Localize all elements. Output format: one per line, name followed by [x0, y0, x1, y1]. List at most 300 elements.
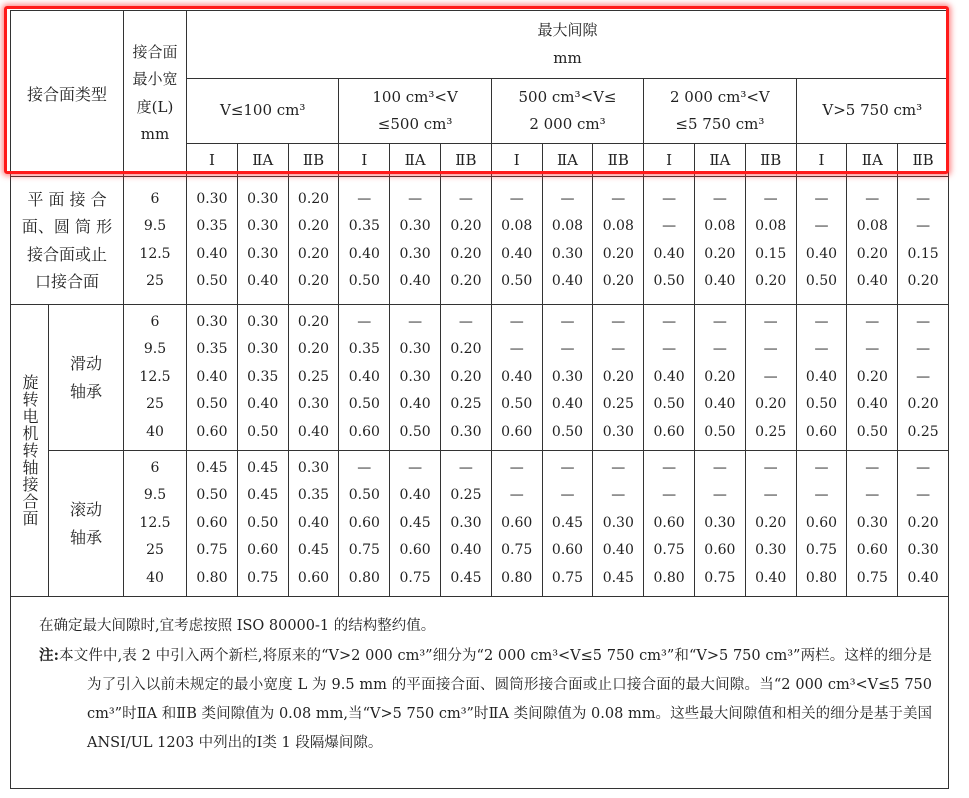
- gap-value-column: [288, 305, 339, 451]
- gap-value: [695, 455, 745, 593]
- gap-value-line: 0.20: [450, 341, 482, 358]
- gap-value-column: [644, 305, 695, 451]
- gap-value-line: 0.35: [196, 218, 228, 234]
- gap-value-line: —: [560, 190, 575, 207]
- gap-value-line: 0.30: [399, 368, 431, 385]
- gap-value-line: 0.35: [196, 341, 228, 358]
- gap-value-line: 0.20: [297, 313, 330, 330]
- min-width-values: [124, 451, 187, 597]
- gap-value: [746, 455, 796, 593]
- gap-value-column: [237, 177, 288, 305]
- gap-value-line: —: [814, 459, 829, 476]
- subclass-header: ⅡA: [237, 144, 288, 177]
- gap-value-line: —: [509, 487, 524, 504]
- joint-type-header: [11, 11, 124, 177]
- flat-joint-label-line-line: 接合面或止: [27, 244, 108, 264]
- gap-value-line: 0.20: [450, 368, 482, 385]
- gap-value-line: —: [662, 218, 677, 234]
- gap-value-line: —: [408, 313, 423, 330]
- gap-value-line: —: [509, 341, 524, 358]
- gap-value-line: —: [560, 313, 575, 330]
- gap-value-line: 0.75: [653, 542, 685, 559]
- gap-value-line: 0.25: [755, 423, 787, 440]
- max-gap-table: [10, 10, 949, 597]
- gap-value-column: [847, 305, 898, 451]
- gap-value-line: —: [712, 190, 727, 207]
- gap-value-line: —: [916, 190, 931, 207]
- gap-value-line: 0.30: [450, 423, 482, 440]
- sliding-bearing-line-line: 滑动: [70, 354, 103, 373]
- gap-value-column: [187, 177, 238, 305]
- gap-value: [898, 455, 948, 593]
- gap-value-line: —: [712, 341, 727, 358]
- gap-value-line: —: [916, 459, 931, 476]
- gap-value-line: 0.30: [755, 542, 787, 559]
- gap-value: [593, 309, 643, 447]
- subclass-header: ⅡB: [898, 144, 949, 177]
- subclass-header: Ⅰ: [644, 144, 695, 177]
- gap-value-line: —: [357, 459, 372, 476]
- gap-value-line: —: [509, 459, 524, 476]
- gap-value: [238, 186, 288, 296]
- volume-group-label-line: ≤5 750 cm³: [675, 115, 765, 133]
- gap-value-line: 0.75: [501, 542, 533, 559]
- gap-value-line: 0.50: [805, 273, 838, 289]
- gap-value-line: 0.40: [602, 542, 634, 559]
- note-text: 本文件中,表 2 中引入两个新栏,将原来的“V>2 000 cm³”细分为“2 000 cm³<V≤5 750 cm³”和“V>5 750 cm³”两栏。这样的细分是为了引入以前未规定的最小宽度 L 为 9.5 mm 的平面接合面、圆筒形接合面或止口接合面的最大间隙。当“2 000 cm³<V≤5 750 cm³”时ⅡA 和ⅡB 类间隙值为 0.08 mm,当“V>5 750 cm³”时ⅡA 类间隙值为 0.08 mm。这些最大间隙值和相关的细分是基于美国 ANSI/UL 1203 中列出的Ⅰ类 1 段隔爆间隙。: [58, 648, 933, 751]
- gap-value-line: 0.75: [399, 569, 431, 586]
- gap-value-line: 0.60: [856, 542, 888, 559]
- gap-value-line: 0.20: [907, 273, 939, 289]
- gap-value-line: 0.80: [501, 569, 533, 586]
- gap-value-line: 0.50: [399, 423, 431, 440]
- note-label: 注:: [39, 647, 59, 664]
- gap-value-line: 0.50: [348, 487, 380, 504]
- volume-group-label-line: V>5 750 cm³: [822, 101, 923, 120]
- gap-value: [238, 309, 288, 447]
- joint-type-label: 接合面类型: [27, 85, 108, 104]
- gap-value-line: 0.50: [551, 423, 584, 440]
- volume-group-header: [491, 79, 643, 144]
- gap-value-line: 0.15: [755, 245, 787, 262]
- gap-value-line: 0.60: [653, 514, 685, 531]
- gap-value: [390, 186, 440, 296]
- gap-value-line: 0.50: [348, 396, 380, 413]
- gap-value-line: —: [662, 459, 677, 476]
- gap-value-column: [491, 177, 542, 305]
- gap-value-line: —: [865, 190, 880, 207]
- gap-value-line: 0.30: [399, 341, 431, 358]
- rolling-bearing-label: [49, 451, 124, 597]
- gap-value-line: 0.50: [247, 423, 279, 440]
- gap-value-line: —: [357, 190, 372, 207]
- gap-value: [898, 309, 948, 447]
- gap-value-line: 0.35: [348, 341, 380, 358]
- gap-value-line: 0.35: [247, 368, 279, 385]
- gap-value-line: 0.80: [348, 569, 380, 586]
- gap-value-line: 0.30: [399, 218, 431, 234]
- gap-value: [898, 186, 948, 296]
- width-value: [124, 455, 186, 593]
- gap-value: [187, 309, 237, 447]
- volume-group-label: [187, 97, 338, 125]
- gap-value-line: 0.50: [653, 396, 685, 413]
- volume-group-label-line: 2 000 cm³<V: [670, 87, 770, 106]
- min-width-label-line: 度(L): [136, 97, 174, 116]
- gap-value-line: 0.30: [247, 190, 279, 207]
- gap-value-line: —: [814, 487, 829, 504]
- subclass-header: ⅡA: [390, 144, 441, 177]
- gap-value-line: —: [560, 459, 575, 476]
- gap-value-line: 0.40: [551, 273, 584, 289]
- gap-value: [187, 186, 237, 296]
- gap-value-line: 0.40: [196, 245, 228, 262]
- gap-value-line: —: [712, 487, 727, 504]
- gap-value-line: —: [763, 487, 778, 504]
- gap-value-line: —: [763, 341, 778, 358]
- gap-value-column: [796, 305, 847, 451]
- gap-value-line: 0.20: [856, 368, 888, 385]
- volume-group-label-line: 100 cm³<V: [372, 87, 458, 106]
- gap-value-line: —: [458, 313, 473, 330]
- max-gap-unit: mm: [553, 48, 582, 67]
- width-value-line: 40: [146, 423, 164, 440]
- gap-value: [847, 309, 897, 447]
- width-value-line: 6: [150, 313, 160, 330]
- gap-value-line: 0.20: [856, 245, 888, 262]
- gap-value-line: 0.60: [196, 514, 228, 531]
- gap-value-column: [491, 305, 542, 451]
- gap-value: [441, 309, 491, 447]
- gap-value: [543, 309, 593, 447]
- gap-value-line: 0.20: [297, 218, 330, 234]
- gap-value-line: 0.60: [805, 514, 838, 531]
- gap-value-line: —: [662, 487, 677, 504]
- gap-value-line: 0.50: [501, 273, 533, 289]
- gap-value-column: [390, 451, 441, 597]
- gap-value-line: 0.40: [653, 368, 685, 385]
- min-width-label: [124, 39, 186, 149]
- gap-value-column: [288, 177, 339, 305]
- gap-value-line: 0.50: [196, 273, 228, 289]
- gap-value-line: —: [916, 218, 931, 234]
- gap-value-line: 0.30: [602, 423, 634, 440]
- gap-value: [797, 309, 847, 447]
- gap-value-line: 0.75: [805, 542, 838, 559]
- gap-value-line: 0.08: [704, 218, 736, 234]
- volume-group-label: [339, 84, 490, 139]
- gap-value-line: 0.08: [856, 218, 888, 234]
- gap-value-line: —: [814, 190, 829, 207]
- min-width-values: [124, 177, 187, 305]
- gap-value-line: —: [357, 313, 372, 330]
- gap-value-line: 0.40: [297, 514, 330, 531]
- gap-value-column: [694, 305, 745, 451]
- min-width-label-line: 接合面: [132, 42, 178, 61]
- subclass-header: ⅡB: [288, 144, 339, 177]
- gap-value-line: —: [712, 459, 727, 476]
- gap-value-line: —: [763, 459, 778, 476]
- gap-value-column: [694, 451, 745, 597]
- gap-value-line: 0.45: [196, 459, 228, 476]
- width-value: [124, 186, 186, 296]
- width-value-line: 9.5: [143, 218, 167, 234]
- subclass-header: ⅡB: [745, 144, 796, 177]
- gap-value-line: —: [814, 218, 829, 234]
- subclass-header: Ⅰ: [187, 144, 238, 177]
- gap-value-column: [694, 177, 745, 305]
- volume-group-label-line: 500 cm³<V≤: [518, 87, 617, 106]
- width-value-line: 9.5: [143, 487, 167, 504]
- gap-value-line: 0.30: [297, 459, 330, 476]
- gap-value-line: 0.75: [247, 569, 279, 586]
- gap-value-line: 0.40: [907, 569, 939, 586]
- sliding-bearing-line: [49, 350, 123, 405]
- gap-value-line: 0.50: [501, 396, 533, 413]
- gap-value-line: —: [611, 341, 626, 358]
- gap-value-line: 0.60: [704, 542, 736, 559]
- flat-joint-label-line: [11, 186, 123, 296]
- rolling-bearing-line-line: 轴承: [70, 527, 103, 547]
- gap-value: [695, 186, 745, 296]
- volume-group-header: [187, 79, 339, 144]
- width-value-line: 12.5: [139, 514, 171, 531]
- gap-value-line: 0.30: [907, 542, 939, 559]
- gap-value-line: 0.50: [704, 423, 736, 440]
- gap-value-line: —: [763, 313, 778, 330]
- gap-value-line: —: [763, 368, 778, 385]
- gap-value-line: 0.25: [907, 423, 939, 440]
- gap-value-line: 0.45: [247, 487, 279, 504]
- gap-value-line: —: [916, 313, 931, 330]
- gap-value-line: 0.20: [907, 396, 939, 413]
- gap-value-line: —: [509, 313, 524, 330]
- gap-value-line: —: [458, 459, 473, 476]
- gap-value-line: 0.60: [805, 423, 838, 440]
- gap-value-column: [237, 451, 288, 597]
- subclass-header: ⅡA: [847, 144, 898, 177]
- gap-value-line: —: [560, 487, 575, 504]
- width-value-line: 40: [146, 569, 164, 586]
- volume-group-header: [339, 79, 491, 144]
- gap-value: [289, 309, 339, 447]
- gap-value-line: 0.40: [399, 396, 431, 413]
- gap-value-column: [542, 305, 593, 451]
- gap-value-line: 0.20: [297, 273, 330, 289]
- gap-value-line: —: [611, 313, 626, 330]
- width-value-line: 25: [146, 273, 164, 289]
- gap-value: [797, 186, 847, 296]
- volume-group-label-line: V≤100 cm³: [219, 101, 306, 120]
- width-value-line: 12.5: [139, 245, 171, 262]
- gap-value-column: [187, 305, 238, 451]
- gap-value-line: 0.40: [247, 396, 279, 413]
- gap-value-line: 0.40: [551, 396, 584, 413]
- gap-value: [492, 309, 542, 447]
- gap-value-column: [187, 451, 238, 597]
- gap-value-column: [441, 177, 492, 305]
- gap-value-line: —: [865, 459, 880, 476]
- gap-value: [644, 455, 694, 593]
- subclass-header: ⅡA: [542, 144, 593, 177]
- gap-value-line: 0.60: [247, 542, 279, 559]
- volume-group-label-line: ≤500 cm³: [377, 115, 453, 133]
- gap-value-column: [542, 177, 593, 305]
- gap-value-line: 0.45: [247, 459, 279, 476]
- gap-value-line: 0.20: [602, 273, 634, 289]
- gap-value-line: 0.25: [297, 368, 330, 385]
- gap-value-line: 0.30: [247, 313, 279, 330]
- flat-joint-label-line-line: 平 面 接 合: [27, 189, 107, 209]
- max-gap-title: [187, 17, 948, 72]
- gap-value-line: —: [814, 313, 829, 330]
- gap-value-column: [745, 305, 796, 451]
- max-gap-label: 最大间隙: [537, 21, 598, 39]
- width-value-line: 25: [146, 542, 164, 559]
- gap-value-line: 0.60: [501, 514, 533, 531]
- width-value-line: 6: [150, 459, 160, 476]
- gap-value-column: [339, 305, 390, 451]
- gap-value-line: 0.20: [704, 245, 736, 262]
- gap-value-line: —: [408, 190, 423, 207]
- gap-value-line: 0.40: [856, 273, 888, 289]
- gap-value-line: 0.80: [653, 569, 685, 586]
- gap-value-column: [441, 451, 492, 597]
- gap-value: [847, 455, 897, 593]
- gap-value-line: 0.45: [450, 569, 482, 586]
- gap-value-line: 0.20: [755, 273, 787, 289]
- gap-value: [543, 455, 593, 593]
- gap-value-column: [593, 451, 644, 597]
- gap-value-column: [542, 451, 593, 597]
- gap-value-line: —: [865, 487, 880, 504]
- subclass-header: Ⅰ: [491, 144, 542, 177]
- volume-group-header: [796, 79, 948, 144]
- gap-value: [746, 309, 796, 447]
- gap-value-line: 0.40: [755, 569, 787, 586]
- gap-value-line: 0.40: [450, 542, 482, 559]
- min-width-header: [124, 11, 187, 177]
- gap-value-column: [237, 305, 288, 451]
- gap-value-line: 0.45: [602, 569, 634, 586]
- gap-value-line: 0.30: [602, 514, 634, 531]
- gap-value-line: 0.80: [196, 569, 228, 586]
- gap-value: [289, 455, 339, 593]
- gap-value-line: 0.40: [399, 273, 431, 289]
- gap-value-line: 0.20: [297, 341, 330, 358]
- gap-value-column: [898, 177, 949, 305]
- gap-value: [289, 186, 339, 296]
- gap-value: [339, 186, 389, 296]
- gap-value-line: —: [865, 341, 880, 358]
- gap-value-line: 0.60: [551, 542, 584, 559]
- subclass-header: Ⅰ: [796, 144, 847, 177]
- gap-value-column: [339, 451, 390, 597]
- gap-value-line: 0.40: [805, 368, 838, 385]
- volume-group-label: [644, 84, 795, 139]
- gap-value-line: —: [916, 341, 931, 358]
- gap-value-line: 0.30: [247, 341, 279, 358]
- gap-value-line: —: [611, 487, 626, 504]
- gap-value: [593, 186, 643, 296]
- gap-value: [492, 186, 542, 296]
- gap-value: [441, 455, 491, 593]
- gap-value-column: [491, 451, 542, 597]
- gap-value-line: 0.30: [196, 313, 228, 330]
- flat-joint-label-line-line: 口接合面: [35, 272, 100, 291]
- gap-value-line: 0.45: [551, 514, 584, 531]
- gap-value-line: 0.20: [755, 514, 787, 531]
- gap-value-line: 0.40: [348, 245, 380, 262]
- gap-value-column: [898, 305, 949, 451]
- notes-section: [10, 600, 949, 789]
- gap-value-line: 0.40: [196, 368, 228, 385]
- gap-value-line: 0.60: [348, 423, 380, 440]
- gap-value-line: —: [662, 313, 677, 330]
- gap-value-line: 0.20: [602, 368, 634, 385]
- gap-value-line: 0.20: [297, 245, 330, 262]
- footnote: [39, 641, 932, 758]
- gap-value-line: 0.40: [399, 487, 431, 504]
- gap-value-line: 0.60: [399, 542, 431, 559]
- gap-value: [238, 455, 288, 593]
- gap-value-line: 0.75: [348, 542, 380, 559]
- gap-value-line: 0.60: [348, 514, 380, 531]
- gap-value-line: —: [763, 190, 778, 207]
- gap-value: [797, 455, 847, 593]
- sliding-bearing-line-line: 轴承: [70, 381, 103, 401]
- gap-value-line: 0.60: [196, 423, 228, 440]
- gap-value-line: 0.35: [348, 218, 380, 234]
- gap-value-line: —: [662, 341, 677, 358]
- gap-value-line: 0.25: [450, 396, 482, 413]
- gap-value-line: 0.15: [907, 245, 939, 262]
- gap-value: [187, 455, 237, 593]
- gap-value-line: —: [611, 459, 626, 476]
- gap-value-line: 0.20: [450, 218, 482, 234]
- gap-value: [441, 186, 491, 296]
- volume-group-label-line: 2 000 cm³: [529, 115, 606, 133]
- gap-value-line: 0.25: [450, 487, 482, 504]
- gap-value-column: [644, 177, 695, 305]
- gap-value-line: —: [916, 368, 931, 385]
- gap-value-column: [644, 451, 695, 597]
- gap-value-column: [593, 177, 644, 305]
- gap-value-column: [847, 451, 898, 597]
- volume-group-label: [492, 84, 643, 139]
- gap-value-line: —: [408, 459, 423, 476]
- gap-value-line: 0.30: [450, 514, 482, 531]
- gap-value-column: [745, 177, 796, 305]
- gap-value-line: 0.40: [501, 245, 533, 262]
- subclass-header: ⅡB: [441, 144, 492, 177]
- gap-value: [390, 455, 440, 593]
- gap-value-line: 0.60: [653, 423, 685, 440]
- gap-value-line: 0.20: [450, 245, 482, 262]
- gap-value-line: —: [509, 190, 524, 207]
- gap-value-line: 0.50: [196, 396, 228, 413]
- gap-value-line: 0.75: [551, 569, 584, 586]
- gap-value-line: 0.30: [551, 245, 584, 262]
- subclass-header: Ⅰ: [339, 144, 390, 177]
- gap-value-line: 0.20: [602, 245, 634, 262]
- subclass-header: ⅡA: [694, 144, 745, 177]
- rounding-note: 在确定最大间隙时,宜考虑按照 ISO 80000-1 的结构整约值。: [39, 618, 436, 634]
- width-value: [124, 309, 186, 447]
- gap-value-line: 0.08: [551, 218, 584, 234]
- gap-value-line: 0.50: [653, 273, 685, 289]
- gap-value-line: 0.30: [704, 514, 736, 531]
